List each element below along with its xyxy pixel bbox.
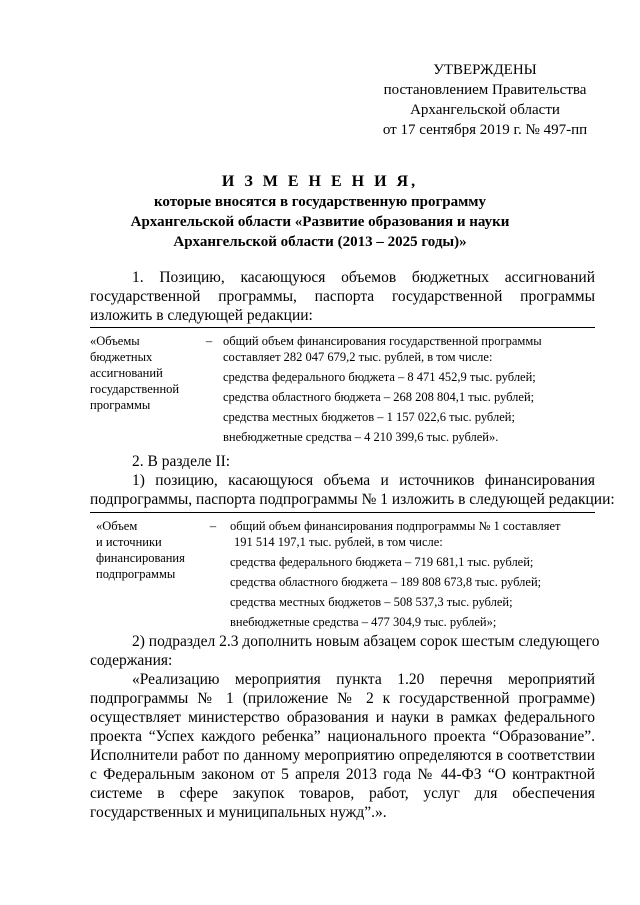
value-line: внебюджетные средства – 477 304,9 тыс. рублей»; (230, 615, 497, 629)
value-line: средства федерального бюджета – 8 471 452,9 тыс. рублей; (223, 370, 536, 384)
text-line: подпрограммы, паспорта подпрограммы № 1 изложить в следующей редакции: (90, 491, 615, 508)
text-line: 1. Позицию, касающуюся объемов бюджетных ассигнований (132, 269, 595, 286)
table-row-label (90, 333, 200, 413)
title-line: которые вносятся в государственную программу (153, 194, 487, 210)
document-title (70, 172, 570, 252)
passport-table-1 (90, 327, 595, 442)
table-top-rule (90, 512, 595, 513)
text-line: Исполнители работ по данному мероприятию определяются в соответствии (90, 747, 595, 764)
text-line: подпрограммы № 1 (приложение № 2 к государственной программе) (90, 690, 595, 707)
table-row-value (223, 333, 598, 449)
approval-block (360, 60, 610, 140)
approval-line: Архангельской области (410, 102, 560, 118)
section-heading: 2. В разделе II: (132, 453, 231, 470)
text-line: проекта “Успех каждого ребенка” национального проекта “Образование”. (90, 728, 595, 745)
title-line: Архангельской области «Развитие образования и науки (130, 214, 510, 230)
label-line: государственной (90, 382, 180, 396)
text-line: государственной программы, паспорта государственной программы (90, 288, 595, 305)
table-row-value (230, 518, 605, 634)
passport-table-2 (90, 512, 595, 627)
table-row-label (96, 518, 206, 582)
value-line: средства федерального бюджета – 719 681,1 тыс. рублей; (230, 555, 534, 569)
label-line: программы (90, 398, 151, 412)
title-line: Архангельской области (2013 – 2025 годы)» (173, 234, 467, 250)
text-line: «Реализацию мероприятия пункта 1.20 перечня мероприятий (132, 671, 595, 688)
label-line: подпрограммы (96, 567, 176, 581)
label-line: и источники (96, 535, 162, 549)
label-line: бюджетных (90, 350, 153, 364)
item-1-paragraph (90, 268, 595, 325)
label-line: «Объем (96, 519, 138, 533)
value-line: средства областного бюджета – 268 208 804,1 тыс. рублей; (223, 390, 535, 404)
text-line: 2) подраздел 2.3 дополнить новым абзацем сорок шестым следующего (132, 633, 600, 650)
text-line: системе в сфере закупок товаров, работ, услуг для обеспечения (90, 785, 595, 802)
text-line: с Федеральным законом от 5 апреля 2013 года № 44-ФЗ “О контрактной (90, 766, 595, 783)
item-2-sub-2-paragraph (90, 632, 600, 670)
label-line: финансирования (96, 551, 185, 565)
title-main: И З М Е Н Е Н И Я, (221, 173, 419, 190)
value-line: 191 514 197,1 тыс. рублей, в том числе: (234, 535, 443, 549)
approval-date: от 17 сентября 2019 г. № 497-пп (382, 122, 588, 138)
label-line: «Объемы (90, 334, 140, 348)
quoted-paragraph (90, 670, 595, 822)
label-line: ассигнований (90, 366, 163, 380)
text-line: содержания: (90, 652, 173, 669)
text-line: государственных и муниципальных нужд”.». (90, 804, 387, 821)
table-dash: – (205, 334, 213, 348)
value-line: средства областного бюджета – 189 808 673,8 тыс. рублей; (230, 575, 542, 589)
approval-heading: УТВЕРЖДЕНЫ (433, 62, 537, 78)
text-line: 1) позицию, касающуюся объема и источников финансирования (132, 472, 595, 489)
value-line: составляет 282 047 679,2 тыс. рублей, в том числе: (223, 350, 493, 364)
table-top-rule (90, 327, 595, 328)
approval-line: постановлением Правительства (383, 82, 587, 98)
value-line: средства местных бюджетов – 508 537,3 тыс. рублей; (230, 595, 513, 609)
value-line: внебюджетные средства – 4 210 399,6 тыс. рублей». (223, 430, 499, 444)
value-line: общий объем финансирования подпрограммы № 1 составляет (230, 519, 561, 533)
value-line: общий объем финансирования государственной программы (223, 334, 542, 348)
text-line: изложить в следующей редакции: (90, 307, 313, 324)
item-2-paragraph (90, 452, 615, 509)
text-line: осуществляет министерство образования и науки в рамках федерального (90, 709, 595, 726)
value-line: средства местных бюджетов – 1 157 022,6 тыс. рублей; (223, 410, 515, 424)
table-dash: – (209, 519, 217, 533)
